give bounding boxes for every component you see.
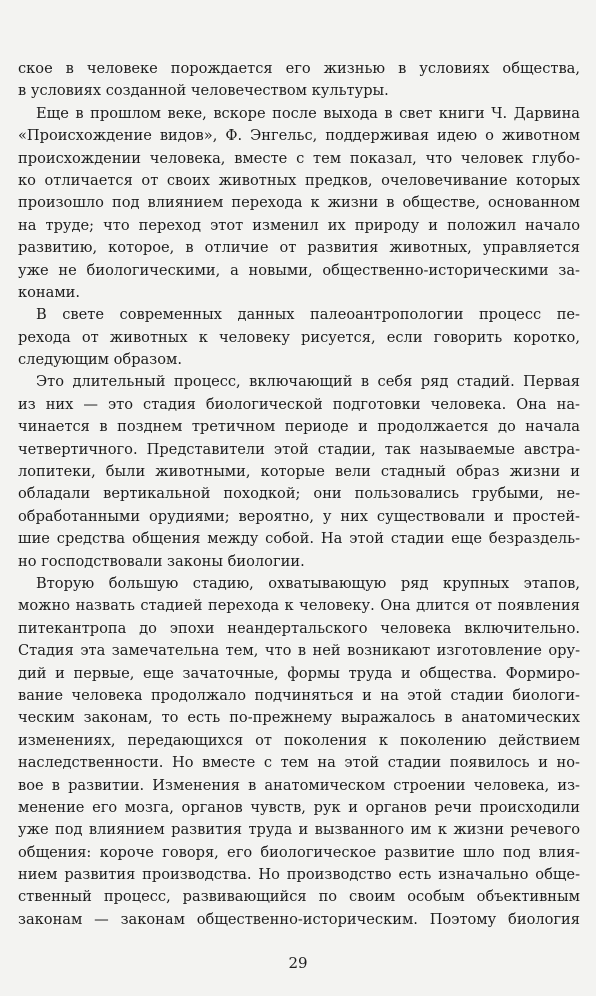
page-text	[18, 58, 580, 931]
text-line: изменениях, передающихся от поколения к поколению действием	[18, 731, 580, 749]
text-line: нием развития производства. Но производство есть изначально обще-	[18, 866, 580, 884]
text-line: законам — законам общественно-историческим. Поэтому биология	[18, 910, 580, 928]
text-line: произошло под влиянием перехода к жизни в обществе, основанном	[18, 194, 580, 212]
text-line: следующим образом.	[18, 351, 182, 369]
text-line: четвертичного. Представители этой стадии, так называемые австра-	[18, 440, 580, 458]
text-line: «Происхождение видов», Ф. Энгельс, поддерживая идею о животном	[18, 127, 580, 145]
text-line: общения: короче говоря, его биологическое развитие шло под влия-	[18, 843, 580, 861]
text-line: происхождении человека, вместе с тем показал, что человек глубо-	[18, 149, 580, 167]
text-line: менение его мозга, органов чувств, рук и органов речи происходили	[18, 798, 580, 816]
text-line: Еще в прошлом веке, вскоре после выхода в свет книги Ч. Дарвина	[36, 104, 580, 122]
text-line: можно назвать стадией перехода к человеку. Она длится от появления	[18, 597, 580, 615]
text-line: обладали вертикальной походкой; они пользовались грубыми, не-	[18, 485, 580, 503]
text-line: Вторую большую стадию, охватывающую ряд крупных этапов,	[36, 574, 580, 592]
text-line: ственный процесс, развивающийся по своим особым объективным	[18, 888, 580, 906]
text-line: вое в развитии. Изменения в анатомическом строении человека, из-	[18, 776, 580, 794]
text-line: из них — это стадия биологической подготовки человека. Она на-	[18, 395, 580, 413]
text-line: лопитеки, были животными, которые вели стадный образ жизни и	[18, 463, 580, 481]
text-line: питекантропа до эпохи неандертальского человека включительно.	[18, 619, 580, 637]
text-line: Стадия эта замечательна тем, что в ней возникают изготовление ору-	[18, 642, 580, 660]
text-line: уже под влиянием развития труда и вызванного им к жизни речевого	[18, 821, 580, 839]
text-line: конами.	[18, 283, 81, 301]
text-line: вание человека продолжало подчиняться и на этой стадии биологи-	[18, 686, 580, 704]
text-line: ское в человеке порождается его жизнью в условиях обществa,	[18, 60, 580, 77]
text-line: обработанными орудиями; вероятно, у них существовали и простей-	[18, 507, 580, 525]
text-line: на труде; что переход этот изменил их природу и положил начало	[18, 216, 580, 234]
text-line: ко отличается от своих животных предков, очеловечивание которых	[18, 171, 580, 189]
text-line: дий и первые, еще зачаточные, формы труда и общества. Формиро-	[18, 664, 580, 682]
text-line: В свете современных данных палеоантропологии процесс пе-	[36, 306, 580, 324]
text-line: ческим законам, то есть по-прежнему выражалось в анатомических	[18, 709, 580, 727]
text-line: чинается в позднем третичном периоде и продолжается до начала	[18, 418, 580, 436]
text-line: но господствовали законы биологии.	[18, 552, 305, 570]
text-line: наследственности. Но вместе с тем на этой стадии появилось и но-	[18, 754, 580, 772]
text-line: в условиях созданной человечеством культуры.	[18, 82, 389, 100]
text-line: уже не биологическими, а новыми, общественно-историческими за-	[18, 261, 580, 279]
page-number: 29	[288, 954, 308, 972]
text-line: шие средства общения между собой. На этой стадии еще безраздель-	[18, 530, 580, 548]
text-line: Это длительный процесс, включающий в себя ряд стадий. Первая	[36, 373, 580, 391]
text-line: рехода от животных к человеку рисуется, если говорить коротко,	[18, 328, 580, 346]
text-line: развитию, которое, в отличие от развития животных, управляется	[18, 239, 580, 257]
